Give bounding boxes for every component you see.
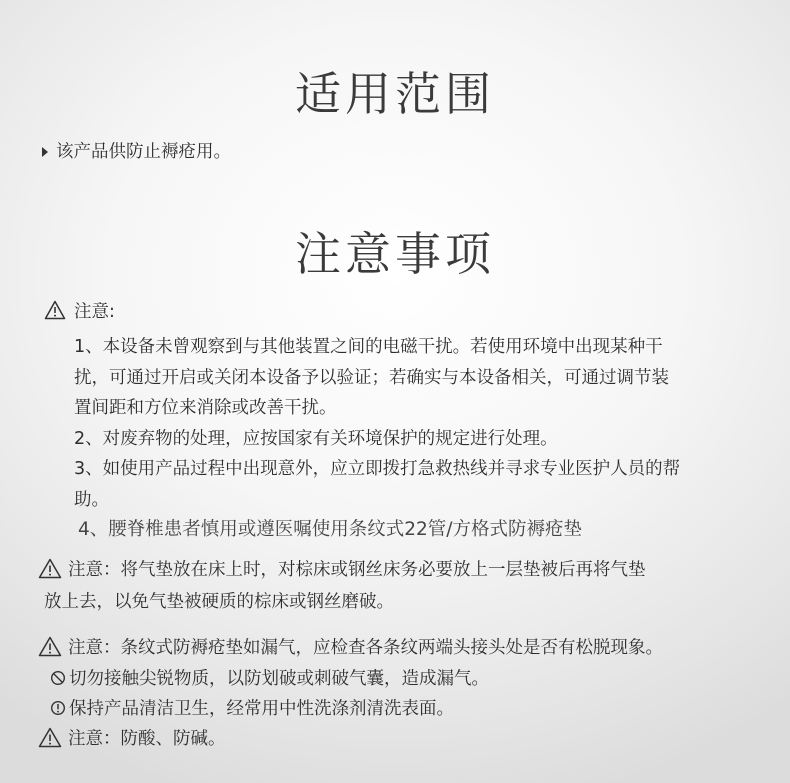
note2-line1	[38, 557, 646, 583]
note3-text: 注意：条纹式防褥疮垫如漏气，应检查各条纹两端头接头处是否有松脱现象。	[68, 638, 663, 658]
warning-icon	[38, 558, 62, 578]
prohibited-icon	[50, 668, 66, 694]
bullet-triangle-icon	[42, 147, 48, 157]
prohibit-text: 切勿接触尖锐物质，以防划破或刺破气囊，造成漏气。	[69, 669, 489, 689]
precaution-item: 2、对废弃物的处理，应按国家有关环境保护的规定进行处理。	[74, 429, 558, 449]
precaution-item: 助。	[74, 490, 109, 510]
precaution-item: 3、如使用产品过程中出现意外，应立即拨打急救热线并寻求专业医护人员的帮	[74, 459, 681, 479]
warning-icon	[44, 300, 68, 320]
warning-icon	[38, 727, 62, 747]
prohibit-line	[50, 666, 489, 694]
precaution-item: 扰，可通过开启或关闭本设备予以验证；若确实与本设备相关，可通过调节装	[74, 368, 669, 388]
note1-heading	[44, 299, 115, 325]
precaution-item: 置间距和方位来消除或改善干扰。	[74, 398, 337, 418]
note3	[38, 635, 663, 661]
precautions-title: 注意事项	[295, 227, 495, 281]
warning-icon	[38, 636, 62, 656]
exclamation-circle-icon	[50, 698, 66, 724]
mandatory-line	[50, 696, 454, 724]
note2-text: 注意：将气垫放在床上时，对棕床或钢丝床务必要放上一层垫被后再将气垫	[68, 560, 646, 580]
scope-item: 该产品供防止褥疮用。	[56, 142, 231, 162]
note1-label: 注意:	[74, 302, 115, 322]
precaution-item: 1、本设备未曾观察到与其他装置之间的电磁干扰。若使用环境中出现某种干	[74, 337, 663, 357]
scope-title: 适用范围	[295, 67, 495, 121]
mandatory-text: 保持产品清洁卫生，经常用中性洗涤剂清洗表面。	[69, 699, 454, 719]
precaution-item: 4、腰脊椎患者慎用或遵医嘱使用条纹式22管/方格式防褥疮垫	[78, 519, 583, 540]
note4-text: 注意：防酸、防碱。	[68, 729, 226, 749]
note2-line2: 放上去，以免气垫被硬质的棕床或钢丝磨破。	[44, 592, 394, 612]
note4	[38, 726, 226, 752]
